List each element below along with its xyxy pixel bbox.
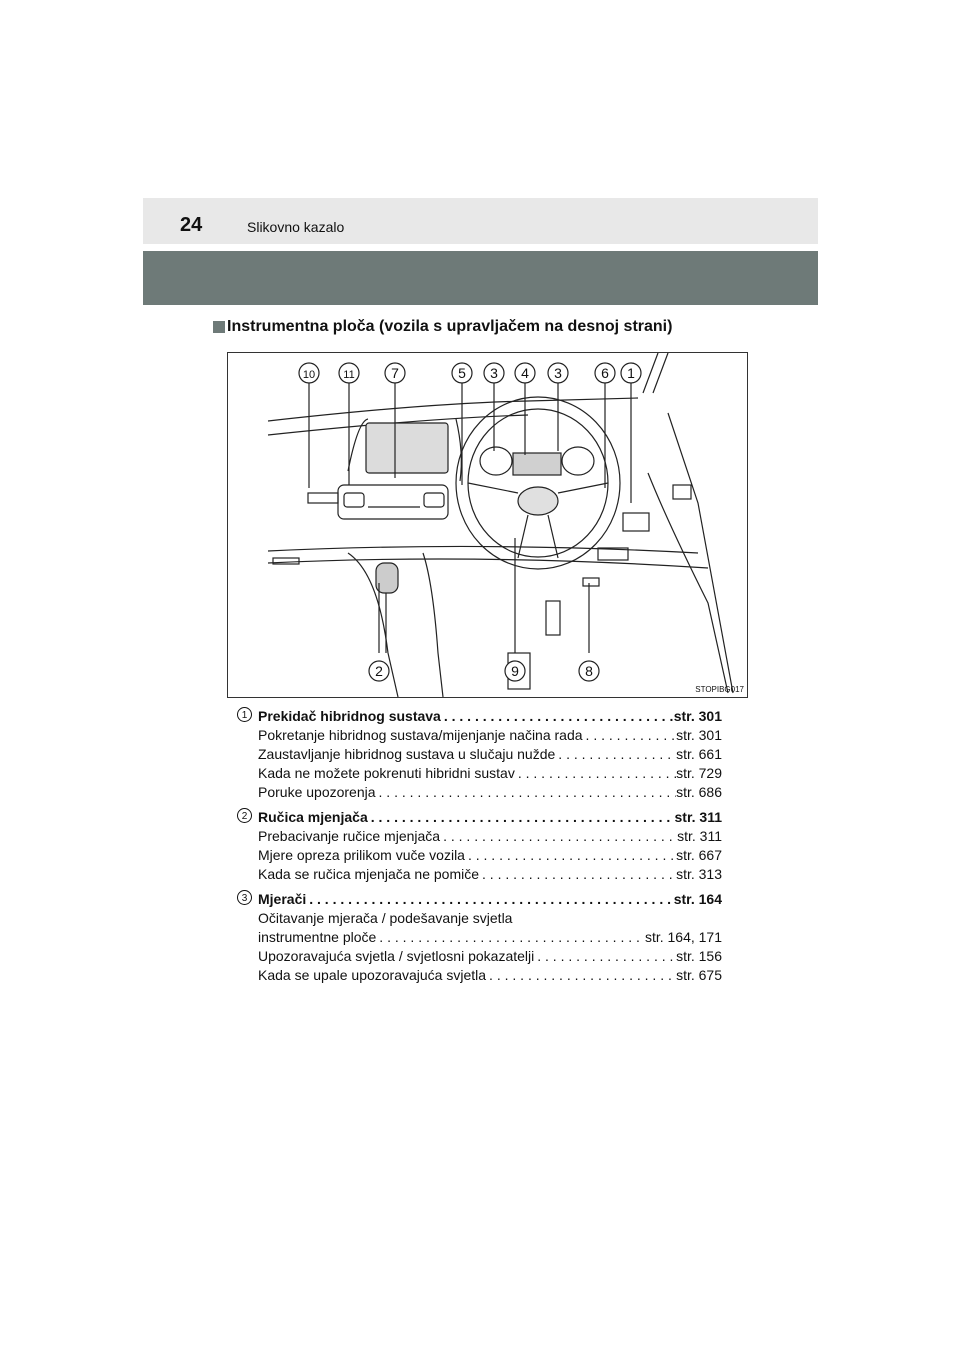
item-ref: str. 675 (676, 967, 722, 983)
item-ref: str. 313 (676, 866, 722, 882)
entry-1 (237, 707, 722, 802)
entry-item (258, 966, 722, 985)
entry-item (258, 827, 722, 846)
item-ref: str. 729 (676, 765, 722, 781)
leader-dots (306, 890, 673, 909)
leader-dots (486, 966, 676, 985)
callout-4 (515, 363, 535, 383)
item-ref: str. 311 (677, 828, 722, 844)
item-label: Kada se upale upozoravajuća svjetla (258, 967, 487, 983)
svg-text:3: 3 (554, 365, 562, 381)
svg-text:1: 1 (627, 365, 635, 381)
item-ref: str. 667 (676, 847, 722, 863)
callout-6 (595, 363, 615, 383)
callout-3a (484, 363, 504, 383)
leader-dots (368, 808, 675, 827)
item-ref: str. 156 (676, 948, 722, 964)
leader-dots (555, 745, 676, 764)
item-label: Mjere opreza prilikom vuče vozila (258, 847, 465, 863)
callout-8 (579, 661, 599, 681)
page-number: 24 (180, 214, 203, 236)
entry-item (258, 745, 722, 764)
entry-3 (237, 890, 722, 985)
leader-dots (441, 707, 674, 726)
item-label: Zaustavljanje hibridnog sustava u slučaju nužde (258, 746, 556, 762)
leader-dots (376, 928, 645, 947)
item-label: Prebacivanje ručice mjenjača (258, 828, 441, 844)
figure-code: STOPIBG017 (695, 685, 744, 694)
item-label: Očitavanje mjerača / podešavanje svjetla (258, 910, 513, 926)
svg-text:8: 8 (585, 663, 593, 679)
callout-2 (369, 661, 389, 681)
leader-dots (534, 947, 676, 966)
item-label: Upozoravajuća svjetla / svjetlosni pokazatelji (258, 948, 535, 964)
svg-text:3: 3 (490, 365, 498, 381)
entry-title-row (258, 890, 722, 909)
svg-text:9: 9 (511, 663, 519, 679)
svg-text:4: 4 (521, 365, 529, 381)
svg-text:5: 5 (458, 365, 466, 381)
dashboard-figure (227, 352, 748, 698)
entry-item (258, 764, 722, 783)
entry-item (258, 846, 722, 865)
entry-title-row (258, 808, 722, 827)
entry-ref: str. 311 (674, 809, 722, 825)
entry-title: Prekidač hibridnog sustava (258, 708, 441, 724)
header-band (143, 198, 818, 244)
leader-dots (440, 827, 677, 846)
entry-2 (237, 808, 722, 884)
item-label: Poruke upozorenja (258, 784, 376, 800)
svg-text:11: 11 (343, 369, 355, 381)
dashboard-illustration (228, 353, 747, 697)
leader-dots (376, 783, 677, 802)
entry-ref: str. 164 (673, 891, 722, 907)
item-ref: str. 686 (676, 784, 722, 800)
entry-item-line1 (258, 909, 722, 928)
header-title: Slikovno kazalo (247, 219, 345, 235)
entry-item (258, 947, 722, 966)
entries-list (237, 707, 722, 991)
entry-item (258, 928, 722, 947)
leader-dots (479, 865, 676, 884)
section-square-icon (213, 321, 225, 333)
section-title: Instrumentna ploča (vozila s upravljačem na desnoj strani) (227, 318, 673, 335)
item-label: instrumentne ploče (258, 929, 377, 945)
item-ref: str. 164, 171 (644, 929, 722, 945)
leader-dots (465, 846, 676, 865)
svg-text:7: 7 (391, 365, 399, 381)
callout-9 (505, 661, 525, 681)
item-label: Pokretanje hibridnog sustava/mijenjanje načina rada (258, 727, 583, 743)
callout-3b (548, 363, 568, 383)
callout-5 (452, 363, 472, 383)
item-ref: str. 301 (676, 727, 722, 743)
entry-title-row (258, 707, 722, 726)
entry-item (258, 783, 722, 802)
item-ref: str. 661 (676, 746, 722, 762)
item-label: Kada se ručica mjenjača ne pomiče (258, 866, 480, 882)
svg-text:2: 2 (375, 663, 383, 679)
section-band (143, 251, 818, 305)
callout-10 (299, 363, 319, 383)
entry-title: Mjerači (258, 891, 307, 907)
entry-number: 1 (237, 707, 252, 722)
entry-number: 2 (237, 808, 252, 823)
entry-title: Ručica mjenjača (258, 809, 368, 825)
item-label: Kada ne možete pokrenuti hibridni sustav (258, 765, 515, 781)
entry-item (258, 726, 722, 745)
section-heading (213, 318, 672, 336)
entry-number: 3 (237, 890, 252, 905)
leader-dots (515, 764, 676, 783)
callout-11 (339, 363, 359, 383)
entry-item (258, 865, 722, 884)
leader-dots (583, 726, 677, 745)
entry-ref: str. 301 (673, 708, 722, 724)
callout-7 (385, 363, 405, 383)
callout-1 (621, 363, 641, 383)
svg-text:6: 6 (601, 365, 609, 381)
svg-text:10: 10 (302, 369, 316, 381)
